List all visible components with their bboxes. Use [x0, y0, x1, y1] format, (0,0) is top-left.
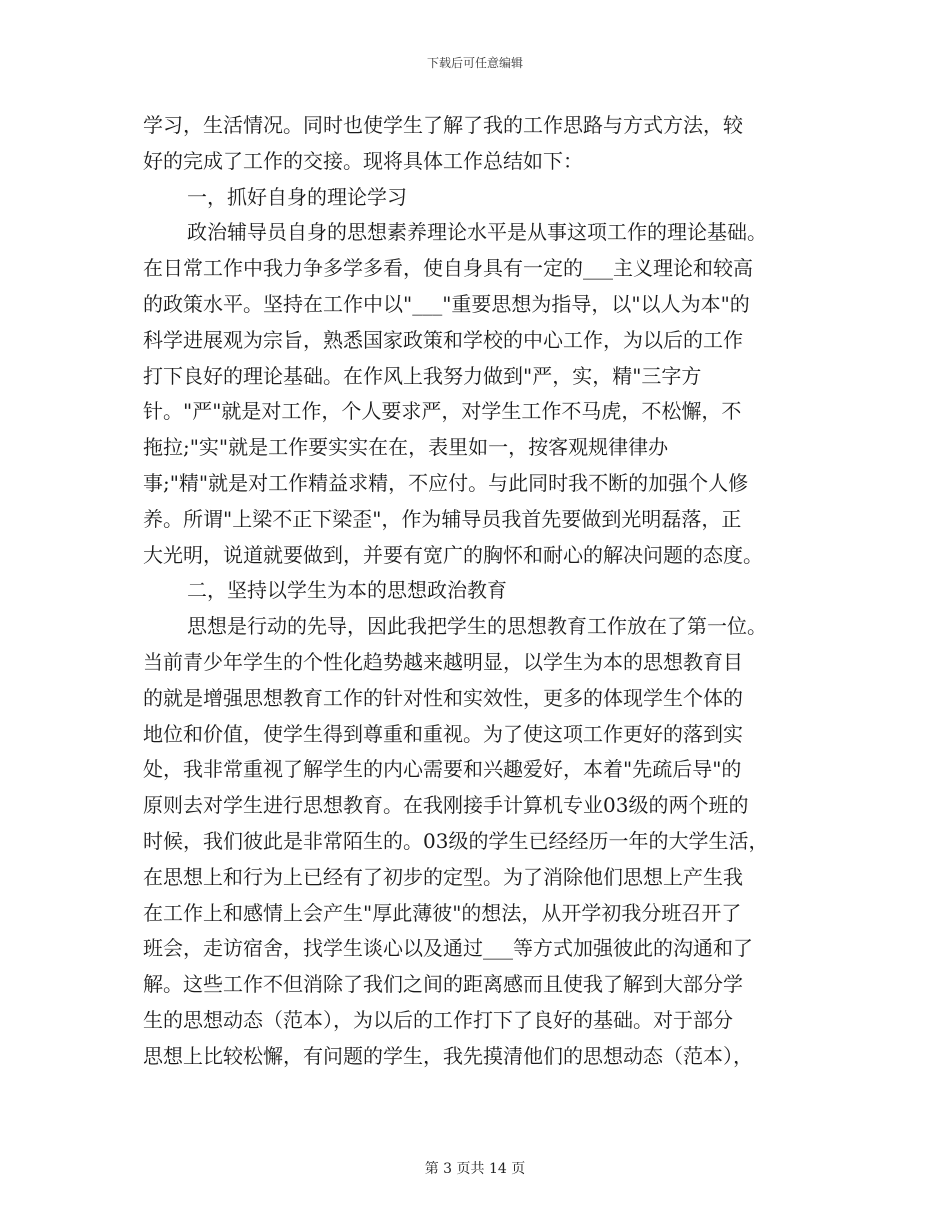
text-line: 拖拉;"实"就是工作要实实在在，表里如一，按客观规律律办	[143, 435, 669, 460]
text-line: 处，我非常重视了解学生的内心需要和兴趣爱好，本着"先疏后导"的	[143, 757, 742, 782]
page-header: 下载后可任意编辑	[426, 56, 523, 70]
text-line: 时候，我们彼此是非常陌生的。03级的学生已经经历一年的大学生活，	[143, 828, 769, 853]
text-line: 当前青少年学生的个性化趋势越来越明显，以学生为本的思想教育目	[143, 649, 743, 674]
text-line: 班会，走访宿舍，找学生谈心以及通过___等方式加强彼此的沟通和了	[143, 936, 753, 961]
text-line: 解。这些工作不但消除了我们之间的距离感而且使我了解到大部分学	[143, 972, 743, 997]
text-line: 二，坚持以学生为本的思想政治教育	[187, 578, 507, 603]
document-body	[143, 108, 823, 1075]
text-line: 地位和价值，使学生得到尊重和重视。为了使这项工作更好的落到实	[143, 721, 743, 746]
text-line: 的就是增强思想教育工作的针对性和实效性，更多的体现学生个体的	[143, 685, 743, 710]
text-line: 大光明，说道就要做到，并要有宽广的胸怀和耐心的解决问题的态度。	[143, 542, 763, 567]
text-line: 思想上比较松懈，有问题的学生，我先摸清他们的思想动态（范本），	[143, 1043, 753, 1068]
text-line: 科学进展观为宗旨，熟悉国家政策和学校的中心工作，为以后的工作	[143, 327, 743, 352]
text-line: 养。所谓"上梁不正下梁歪"，作为辅导员我首先要做到光明磊落，正	[143, 506, 742, 531]
text-line: 好的完成了工作的交接。现将具体工作总结如下：	[143, 148, 583, 173]
text-line: 生的思想动态（范本），为以后的工作打下了良好的基础。对于部分	[143, 1007, 733, 1032]
text-line: 的政策水平。坚持在工作中以"___"重要思想为指导，以"以人为本"的	[143, 291, 750, 316]
text-line: 思想是行动的先导，因此我把学生的思想教育工作放在了第一位。	[187, 614, 767, 639]
text-line: 在思想上和行为上已经有了初步的定型。为了消除他们思想上产生我	[143, 864, 743, 889]
text-line: 在工作上和感情上会产生"厚此薄彼"的想法，从开学初我分班召开了	[143, 900, 742, 925]
text-line: 政治辅导员自身的思想素养理论水平是从事这项工作的理论基础。	[187, 220, 767, 245]
text-line: 针。"严"就是对工作，个人要求严，对学生工作不马虎，不松懈，不	[143, 399, 742, 424]
text-line: 一，抓好自身的理论学习	[187, 184, 407, 209]
text-line: 学习，生活情况。同时也使学生了解了我的工作思路与方式方法，较	[143, 113, 743, 137]
text-line: 在日常工作中我力争多学多看，使自身具有一定的___主义理论和较高	[143, 256, 753, 281]
text-line: 原则去对学生进行思想教育。在我刚接手计算机专业03级的两个班的	[143, 793, 749, 818]
text-line: 事;"精"就是对工作精益求精，不应付。与此同时我不断的加强个人修	[143, 470, 749, 495]
text-line: 打下良好的理论基础。在作风上我努力做到"严，实，精"三字方	[143, 363, 702, 388]
page-footer: 第 3 页共 14 页	[424, 1161, 526, 1177]
